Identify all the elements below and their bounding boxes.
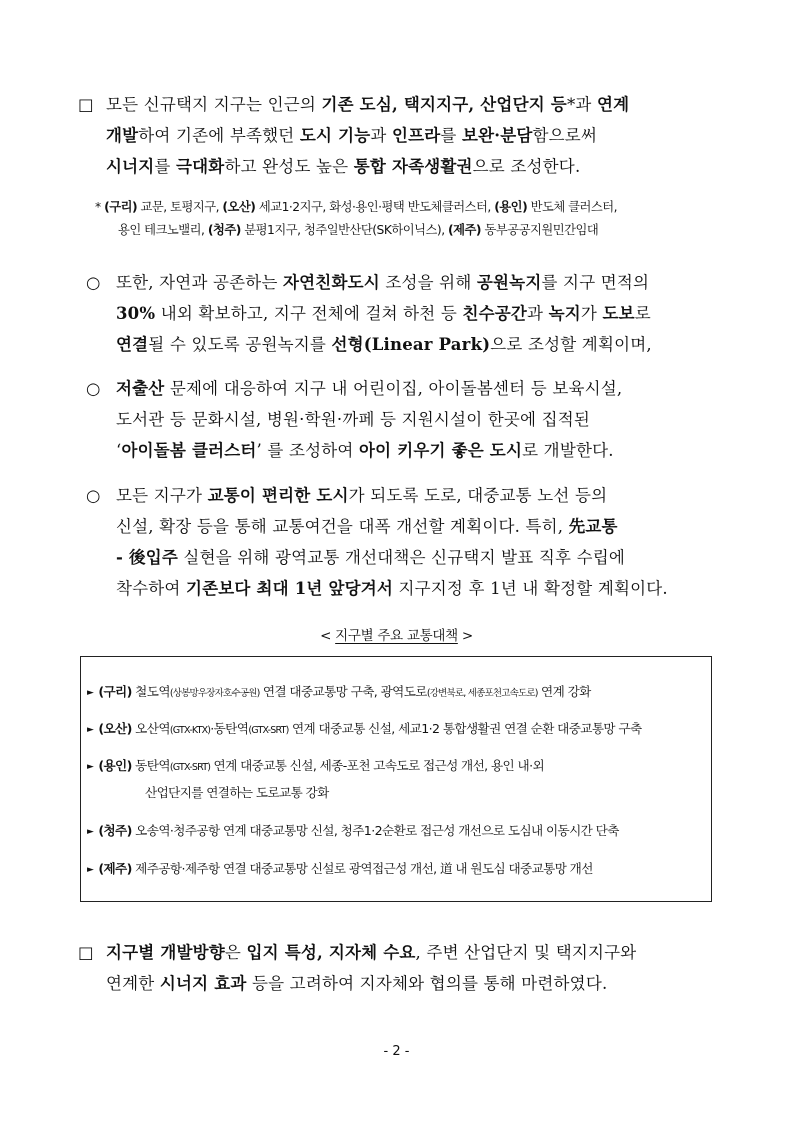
footnote-line: * (구리) 교문, 토평지구, (오산) 세교1·2지구, 화성·용인·평택 반도체클러스터, (용인) 반도체 클러스터, [95,200,618,214]
text-line: 모든 신규택지 지구는 인근의 기존 도심, 택지지구, 산업단지 등*과 연계 [106,95,630,114]
page-number: - 2 - [383,1044,410,1059]
text-line: ‘아이돌봄 클러스터’ 를 조성하여 아이 키우기 좋은 도시로 개발한다. [116,441,614,460]
triangle-bullet-icon: ► [87,827,94,837]
measure-row-jeju: ► (제주) 제주공항·제주항 연결 대중교통망 신설로 광역접근성 개선, 道 내 원도심 대중교통망 개선 [87,861,593,876]
measure-row-yongin: ► (용인) 동탄역(GTX-SRT) 연계 대중교통 신설, 세종-포천 고속도로 접근성 개선, 용인 내·외 [87,758,545,773]
text-line: - 後입주 실현을 위해 광역교통 개선대책은 신규택지 발표 직후 수립에 [116,548,626,567]
text-line: 지구별 개발방향은 입지 특성, 지자체 수요, 주변 산업단지 및 택지지구와 [106,943,637,962]
triangle-bullet-icon: ► [87,865,94,875]
text-line: 연계한 시너지 효과 등을 고려하여 지자체와 협의를 통해 마련하였다. [106,974,608,993]
measure-row-osan: ► (오산) 오산역(GTX-KTX)·동탄역(GTX-SRT) 연계 대중교통 신설, 세교1·2 통합생활권 연결 순환 대중교통망 구축 [87,721,642,736]
triangle-bullet-icon: ► [87,762,94,772]
paragraph-direction [78,937,728,999]
checkbox-bullet: □ [78,943,94,962]
circle-bullet: ○ [86,486,101,505]
table-caption: < 지구별 주요 교통대책 > [320,628,473,644]
circle-bullet: ○ [86,273,101,292]
paragraph-childcare [86,373,736,466]
footnote-line: 용인 테크노밸리, (청주) 분평1지구, 청주일반산단(SK하이닉스), (제주) 동부공공지원민간임대 [118,223,599,237]
text-line: 30% 내외 확보하고, 지구 전체에 걸쳐 하천 등 친수공간과 녹지가 도보로 [116,304,651,323]
text-line: 신설, 확장 등을 통해 교통여건을 대폭 개선할 계획이다. 특히, 先교통 [116,517,618,536]
circle-bullet: ○ [86,379,101,398]
triangle-bullet-icon: ► [87,725,94,735]
text-line: 모든 지구가 교통이 편리한 도시가 되도록 도로, 대중교통 노선 등의 [116,486,608,505]
text-line: 도서관 등 문화시설, 병원·학원·까페 등 지원시설이 한곳에 집적된 [116,410,591,429]
measure-row-cheongju: ► (청주) 오송역·청주공항 연계 대중교통망 신설, 청주1·2순환로 접근성 개선으로 도심내 이동시간 단축 [87,823,619,838]
text-line: 연결될 수 있도록 공원녹지를 선형(Linear Park)으로 조성할 계획이며, [116,335,652,354]
footnote [95,196,735,242]
triangle-bullet-icon: ► [87,688,94,698]
measure-row-yongin-cont: 산업단지를 연결하는 도로교통 강화 [145,785,329,800]
text-line: 또한, 자연과 공존하는 자연친화도시 조성을 위해 공원녹지를 지구 면적의 [116,273,650,292]
paragraph-synergy [78,89,728,182]
text-line: 착수하여 기존보다 최대 1년 앞당겨서 지구지정 후 1년 내 확정할 계획이다. [116,579,668,598]
text-line: 저출산 문제에 대응하여 지구 내 어린이집, 아이돌봄센터 등 보육시설, [116,379,623,398]
measure-row-guri: ► (구리) 철도역(상봉망우장자호수공원) 연결 대중교통망 구축, 광역도로(강변북로, 세종포천고속도로) 연계 강화 [87,684,591,699]
checkbox-bullet: □ [78,95,94,114]
transport-measures-box [80,656,712,902]
paragraph-green-space [86,267,736,360]
paragraph-transport [86,480,736,604]
text-line: 개발하여 기존에 부족했던 도시 기능과 인프라를 보완·분담함으로써 [106,126,598,145]
text-line: 시너지를 극대화하고 완성도 높은 통합 자족생활권으로 조성한다. [106,157,581,176]
